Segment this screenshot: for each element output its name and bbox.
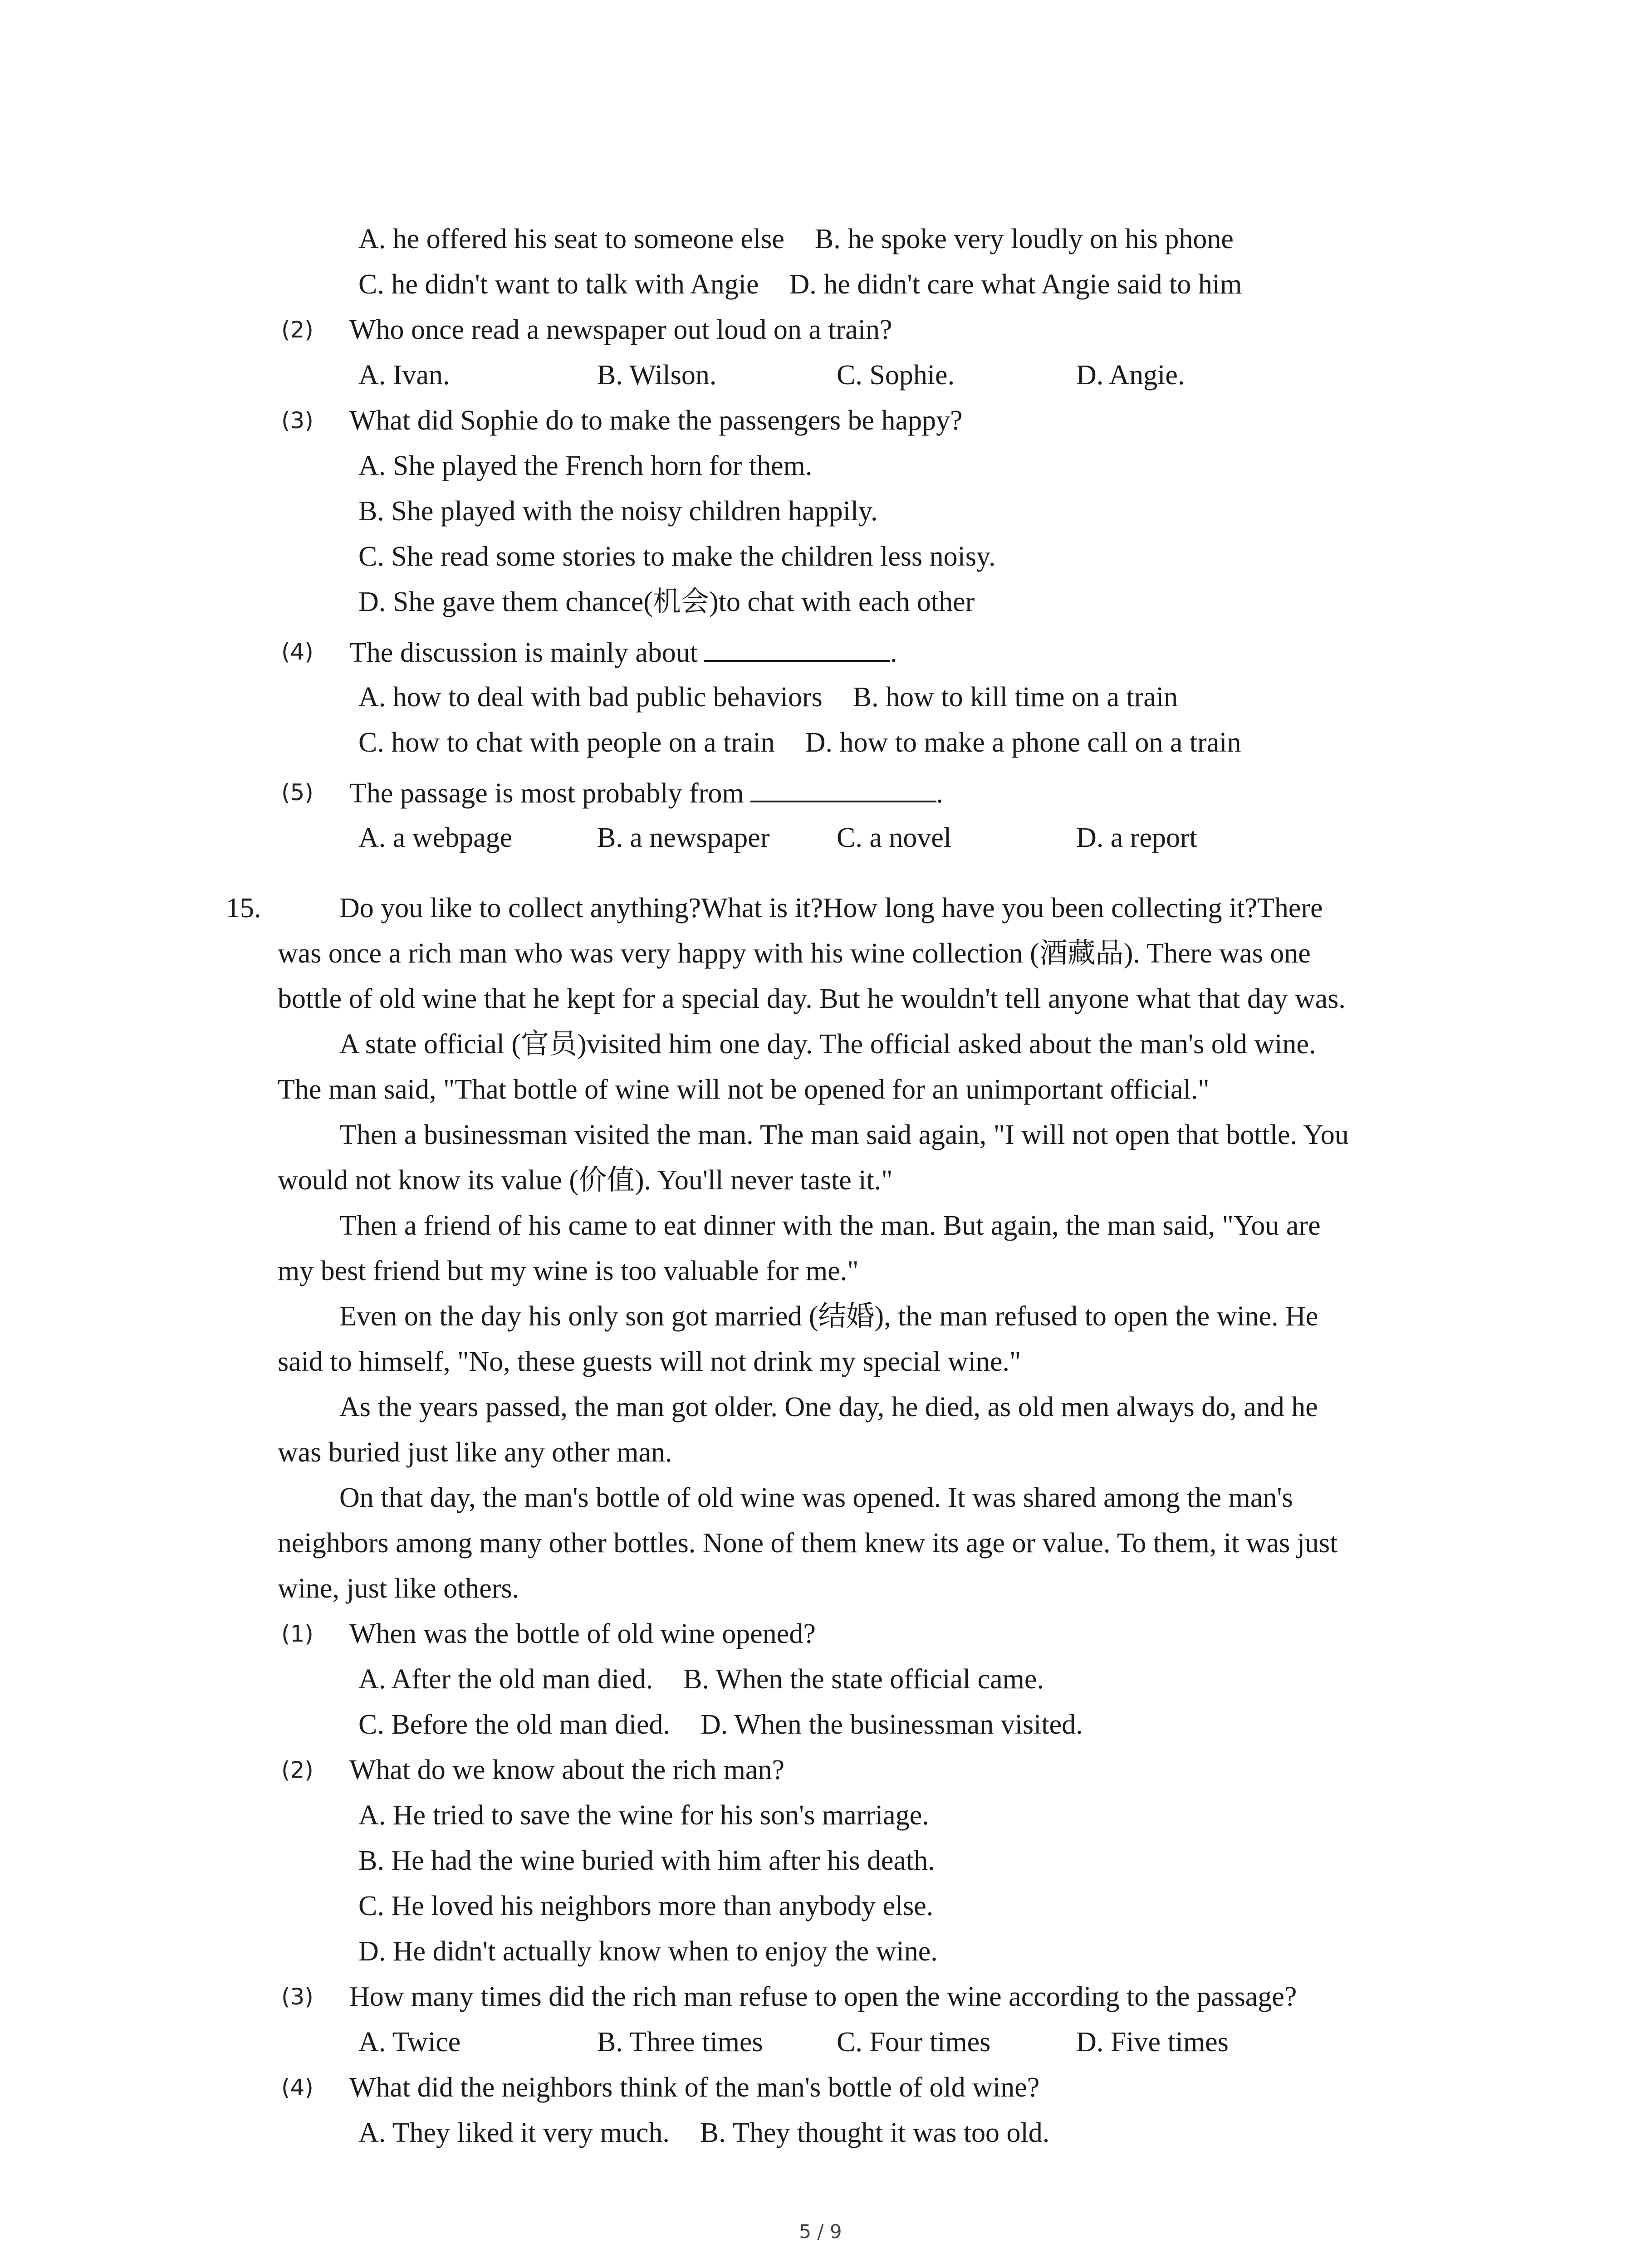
passage-line: As the years passed, the man got older. One day, he died, as old men always do, and he xyxy=(339,1392,1318,1422)
option-b: B. He had the wine buried with him after his death. xyxy=(358,1845,935,1876)
option-b: B. She played with the noisy children happily. xyxy=(358,496,878,527)
question-number: (2) xyxy=(281,1757,314,1783)
passage-line: my best friend but my wine is too valuable for me." xyxy=(278,1256,859,1286)
passage-line: neighbors among many other bottles. None of them knew its age or value. To them, it was just xyxy=(278,1528,1338,1559)
question-number: (1) xyxy=(281,1621,314,1647)
page-number: 5 / 9 xyxy=(799,2220,842,2243)
q15-1-options-row1 xyxy=(358,1661,1044,1697)
passage-line: Even on the day his only son got married (结婚), the man refused to open the wine. He xyxy=(339,1301,1318,1332)
option-a: A. He tried to save the wine for his son's marriage. xyxy=(358,1800,929,1831)
question-number: (2) xyxy=(281,317,314,343)
passage-line: bottle of old wine that he kept for a special day. But he wouldn't tell anyone what that day was. xyxy=(278,983,1346,1014)
question-text-row xyxy=(349,774,943,811)
option-c: C. She read some stories to make the children less noisy. xyxy=(358,541,996,572)
option-d: D. he didn't care what Angie said to him xyxy=(789,269,1242,300)
option-d: D. Angie. xyxy=(1076,360,1185,391)
option-a: A. a webpage xyxy=(358,822,513,853)
option-d: D. a report xyxy=(1076,822,1197,853)
passage-line: Do you like to collect anything?What is it?How long have you been collecting it?There xyxy=(339,893,1323,924)
prev-q4-options-row1 xyxy=(358,679,1178,715)
question-text: Who once read a newspaper out loud on a train? xyxy=(349,314,892,345)
question-text: What did Sophie do to make the passengers be happy? xyxy=(349,405,963,436)
question-text-row xyxy=(349,634,897,671)
option-b: B. he spoke very loudly on his phone xyxy=(814,224,1234,254)
answer-blank xyxy=(704,634,890,662)
question-number: (3) xyxy=(281,1984,314,2010)
option-b: B. They thought it was too old. xyxy=(700,2117,1050,2148)
prev-q2-options xyxy=(358,357,1185,393)
option-d: D. When the businessman visited. xyxy=(700,1709,1083,1740)
option-c: C. He loved his neighbors more than anybody else. xyxy=(358,1891,934,1921)
option-a: A. how to deal with bad public behaviors xyxy=(358,682,823,713)
option-c: C. he didn't want to talk with Angie xyxy=(358,269,759,300)
passage-number: 15. xyxy=(226,893,261,924)
question-text: The discussion is mainly about xyxy=(349,637,698,668)
prev-q5-options xyxy=(358,820,1197,856)
option-d: D. She gave them chance(机会)to chat with each other xyxy=(358,587,975,617)
option-c: C. Four times xyxy=(837,2027,991,2058)
option-b: B. When the state official came. xyxy=(683,1664,1044,1695)
passage-line: said to himself, "No, these guests will not drink my special wine." xyxy=(278,1346,1021,1377)
prev-q4-options-row2 xyxy=(358,724,1241,761)
option-d: D. He didn't actually know when to enjoy the wine. xyxy=(358,1936,938,1967)
q15-1-options-row2 xyxy=(358,1706,1083,1743)
option-d: D. how to make a phone call on a train xyxy=(805,727,1241,758)
prev-q1-options-row1 xyxy=(358,221,1234,257)
option-a: A. She played the French horn for them. xyxy=(358,450,813,481)
passage-line: The man said, "That bottle of wine will not be opened for an unimportant official." xyxy=(278,1074,1210,1105)
passage-line: A state official (官员)visited him one day. The official asked about the man's old wine. xyxy=(339,1029,1316,1060)
option-c: C. a novel xyxy=(837,822,952,853)
passage-line: was once a rich man who was very happy with his wine collection (酒藏品). There was one xyxy=(278,938,1311,969)
option-d: D. Five times xyxy=(1076,2027,1229,2058)
option-a: A. Twice xyxy=(358,2027,461,2058)
q15-4-options-row1 xyxy=(358,2115,1049,2151)
passage-line: Then a friend of his came to eat dinner with the man. But again, the man said, "You are xyxy=(339,1210,1321,1241)
option-b: B. Three times xyxy=(597,2027,763,2058)
q15-3-options xyxy=(358,2024,1229,2060)
option-c: C. Before the old man died. xyxy=(358,1709,670,1740)
question-number: (3) xyxy=(281,407,314,434)
option-c: C. Sophie. xyxy=(837,360,955,391)
question-text: When was the bottle of old wine opened? xyxy=(349,1618,816,1649)
passage-line: would not know its value (价值). You'll never taste it." xyxy=(278,1165,893,1196)
prev-q1-options-row2 xyxy=(358,266,1242,303)
answer-blank xyxy=(750,774,936,802)
option-c: C. how to chat with people on a train xyxy=(358,727,775,758)
passage-line: Then a businessman visited the man. The man said again, "I will not open that bottle. You xyxy=(339,1119,1349,1150)
question-text: How many times did the rich man refuse to open the wine according to the passage? xyxy=(349,1981,1297,2012)
question-number: (4) xyxy=(281,639,314,665)
option-a: A. After the old man died. xyxy=(358,1664,653,1695)
option-a: A. Ivan. xyxy=(358,360,450,391)
option-b: B. Wilson. xyxy=(597,360,717,391)
option-a: A. They liked it very much. xyxy=(358,2117,670,2148)
passage-line: On that day, the man's bottle of old wine was opened. It was shared among the man's xyxy=(339,1482,1293,1513)
sentence-end: . xyxy=(890,637,897,668)
option-b: B. a newspaper xyxy=(597,822,770,853)
passage-line: was buried just like any other man. xyxy=(278,1437,672,1468)
question-number: (5) xyxy=(281,779,314,806)
question-text: The passage is most probably from xyxy=(349,778,744,809)
passage-line: wine, just like others. xyxy=(278,1573,519,1604)
sentence-end: . xyxy=(936,778,944,809)
question-text: What did the neighbors think of the man's bottle of old wine? xyxy=(349,2072,1040,2103)
question-text: What do we know about the rich man? xyxy=(349,1755,784,1785)
option-b: B. how to kill time on a train xyxy=(852,682,1178,713)
question-number: (4) xyxy=(281,2074,314,2101)
option-a: A. he offered his seat to someone else xyxy=(358,224,784,254)
